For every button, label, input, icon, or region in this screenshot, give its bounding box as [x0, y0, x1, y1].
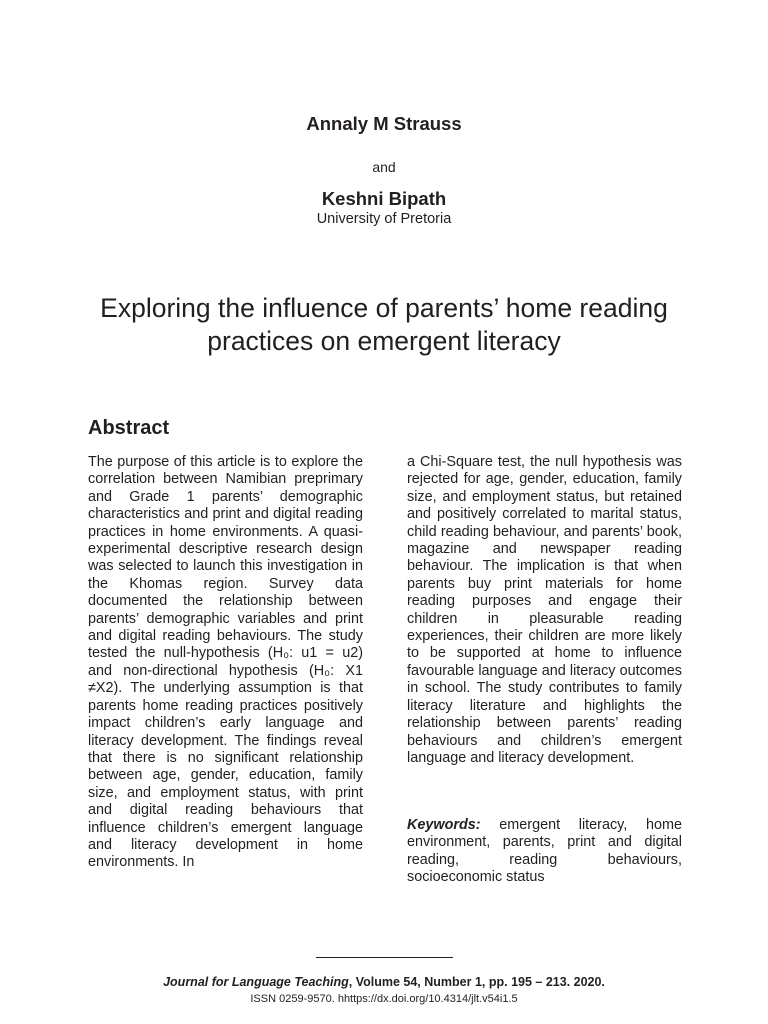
citation-details: , Volume 54, Number 1, pp. 195 – 213. 2020.: [348, 975, 605, 989]
keywords-label: Keywords:: [407, 817, 481, 833]
abstract-column-right: a Chi-Square test, the null hypothesis was rejected for age, gender, education, family size, and employment status, but retained and positively correlated to marital status, child reading behaviour, and parents’ book, magazine and newspaper reading behaviour. The implication is that when parents buy print materials for home reading purposes and engage their children in pleasurable reading experiences, their children are more likely to be supported at home to influence favourable language and literacy outcomes in school. The study contributes to family literacy literature and highlights the relationship between parents’ reading behaviours and children’s emergent language and literacy development.: [407, 454, 682, 766]
journal-citation: [0, 975, 768, 989]
author-conjunction: and: [372, 159, 396, 175]
abstract-column-left: The purpose of this article is to explore the correlation between Namibian preprimary and Grade 1 parents’ demographic characteristics and print and digital reading practices in home environments. A quasi-experimental descriptive research design was selected to launch this investigation in the Khomas region. Survey data documented the relationship between parents’ demographic variables and print and digital reading behaviours. The study tested the null-hypothesis (H₀: u1 = u2) and non-directional hypothesis (H₀: X1 ≠X2). The underlying assumption is that parents home reading practices positively impact children’s early language and literacy development. The findings reveal that there is no significant relationship between age, gender, education, family size, and employment status, with print and digital reading behaviours that influence children’s emergent language and literacy development in home environments. In: [88, 454, 363, 871]
issn-doi: ISSN 0259-9570. hhttps://dx.doi.org/10.4314/jlt.v54i1.5: [250, 993, 518, 1005]
abstract-heading: Abstract: [88, 417, 170, 439]
author-name-primary: Annaly M Strauss: [306, 113, 462, 134]
author-affiliation: University of Pretoria: [316, 211, 452, 227]
keywords-text: emergent literacy, home environment, parents, print and digital reading, reading behaviours, socioeconomic status: [407, 817, 682, 886]
footnote-divider: [316, 957, 453, 958]
author-name-secondary: Keshni Bipath: [321, 188, 447, 209]
journal-name: Journal for Language Teaching: [163, 975, 349, 989]
keywords-block: [407, 817, 682, 887]
article-title: Exploring the influence of parents’ home reading practices on emergent literacy: [100, 293, 668, 356]
